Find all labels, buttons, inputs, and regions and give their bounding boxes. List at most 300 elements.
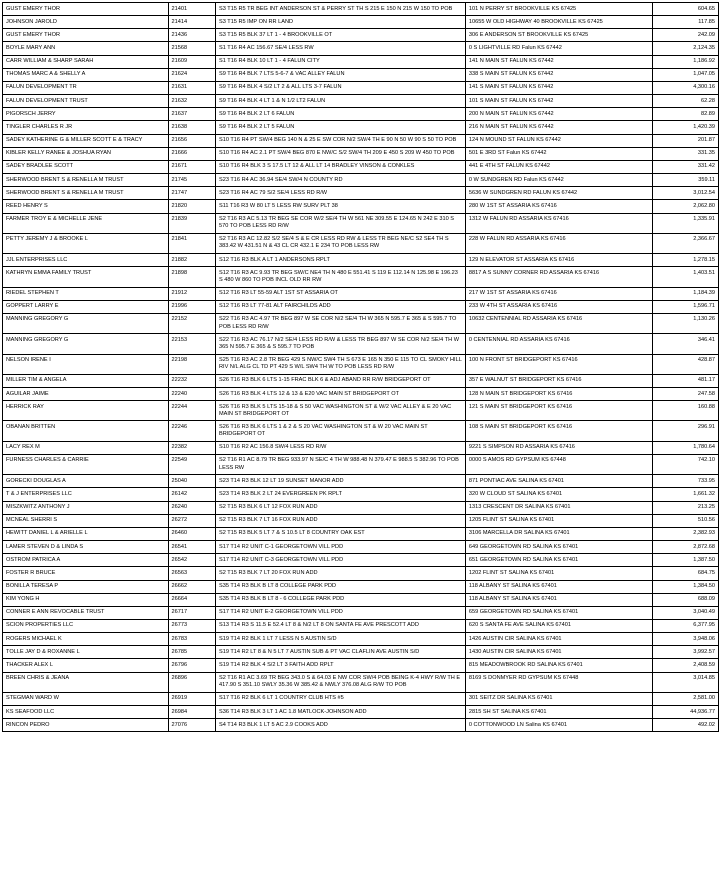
cell-legal-description: S10 T16 R2 AC 156.8 SW/4 LESS RD R/W [215,441,465,454]
cell-situs-address: 659 GEORGETOWN RD SALINA KS 67401 [465,606,652,619]
cell-value: 604.65 [652,3,718,16]
cell-owner: REED HENRY S [3,200,169,213]
table-row [3,401,719,421]
cell-parcel-id: 21671 [168,160,215,173]
cell-parcel-id: 21401 [168,3,215,16]
table-body [3,3,719,732]
cell-owner: KIBLER KELLY RANEE & JOSHUA RYAN [3,147,169,160]
cell-value: 346.41 [652,334,718,354]
cell-parcel-id: 21912 [168,287,215,300]
cell-legal-description: S26 T16 R3 BLK 6 LTS 1 & 2 & S 20 VAC WASHINGTON ST & W 20 VAC MAIN ST BRIDGEPORT OT [215,421,465,441]
table-row [3,692,719,705]
cell-parcel-id: 22382 [168,441,215,454]
cell-situs-address: 2815 SH ST SALINA KS 67401 [465,706,652,719]
cell-value: 1,780.64 [652,441,718,454]
cell-situs-address: 8817 A S SUNNY CORNER RD ASSARIA KS 67416 [465,267,652,287]
cell-legal-description: S17 T14 R2 UNIT C-1 GEORGETOWN VILL PDD [215,541,465,554]
table-row [3,29,719,42]
cell-parcel-id: 26563 [168,567,215,580]
table-row [3,134,719,147]
cell-situs-address: 306 E ANDERSON ST BROOKVILLE KS 67425 [465,29,652,42]
table-row [3,672,719,692]
cell-value: 2,581.00 [652,692,718,705]
cell-value: 1,387.50 [652,554,718,567]
table-row [3,42,719,55]
cell-owner: GORECKI DOUGLAS A [3,475,169,488]
cell-value: 6,377.95 [652,619,718,632]
table-row [3,659,719,672]
cell-situs-address: 10655 W OLD HIGHWAY 40 BROOKVILLE KS 67425 [465,16,652,29]
cell-parcel-id: 26785 [168,646,215,659]
cell-parcel-id: 21656 [168,134,215,147]
cell-legal-description: S2 T15 R3 BLK 7 LT 20 FOX RUN ADD [215,567,465,580]
cell-situs-address: 301 SEITZ DR SALINA KS 67401 [465,692,652,705]
cell-situs-address: 0000 S AMOS RD GYPSUM KS 67448 [465,454,652,474]
cell-value: 4,300.16 [652,81,718,94]
cell-parcel-id: 26541 [168,541,215,554]
cell-legal-description: S10 T16 R4 AC 2.1 PT SW/4 BEG 870 E NW/C S/2 SW/4 TH 209 E 450 S 209 W 450 TO POB [215,147,465,160]
table-row [3,68,719,81]
table-row [3,200,719,213]
table-row [3,619,719,632]
cell-parcel-id: 26796 [168,659,215,672]
cell-value: 2,382.93 [652,527,718,540]
cell-value: 117.85 [652,16,718,29]
cell-legal-description: S12 T16 R3 AC 9.93 TR BEG SW/C NE4 TH N 480 E 551.41 S 119 E 112.14 N 125.98 E 196.23 S 480 W 860 TO POB INCL OLD RR RW [215,267,465,287]
cell-value: 201.87 [652,134,718,147]
cell-owner: SADEY KATHERINE G & MILLER SCOTT E & TRACY [3,134,169,147]
cell-situs-address: 649 GEORGETOWN RD SALINA KS 67401 [465,541,652,554]
cell-situs-address: 141 S MAIN ST FALUN KS 67442 [465,81,652,94]
cell-value: 492.02 [652,719,718,732]
table-row [3,313,719,333]
cell-situs-address: 280 W 1ST ST ASSARIA KS 67416 [465,200,652,213]
cell-owner: LAMER STEVEN D & LINDA S [3,541,169,554]
cell-situs-address: 0 CENTENNIAL RD ASSARIA KS 67416 [465,334,652,354]
cell-parcel-id: 21996 [168,300,215,313]
cell-parcel-id: 26142 [168,488,215,501]
cell-owner: KIM YONG H [3,593,169,606]
table-row [3,567,719,580]
cell-legal-description: S12 T16 R3 LT 77-81 ALT FAIRCHILDS ADD [215,300,465,313]
table-row [3,706,719,719]
cell-owner: KATHRYN EMMA FAMILY TRUST [3,267,169,287]
table-row [3,593,719,606]
cell-owner: MILLER TIM & ANGELA [3,374,169,387]
cell-owner: ROGERS MICHAEL K [3,633,169,646]
cell-value: 242.09 [652,29,718,42]
cell-value: 1,130.26 [652,313,718,333]
cell-parcel-id: 21632 [168,95,215,108]
table-row [3,187,719,200]
table-row [3,3,719,16]
cell-parcel-id: 26272 [168,514,215,527]
cell-owner: THOMAS MARC A & SHELLY A [3,68,169,81]
cell-parcel-id: 21609 [168,55,215,68]
table-row [3,267,719,287]
table-row [3,633,719,646]
cell-value: 331.42 [652,160,718,173]
cell-owner: BONILLA TERESA P [3,580,169,593]
cell-legal-description: S11 T16 R3 W 80 LT 5 LESS RW SURV PLT 38 [215,200,465,213]
cell-legal-description: S26 T16 R3 BLK 4 LTS 12 & 13 & E20 VAC MAIN ST BRIDGEPORT OT [215,388,465,401]
cell-parcel-id: 26664 [168,593,215,606]
cell-value: 1,047.05 [652,68,718,81]
cell-value: 213.25 [652,501,718,514]
cell-legal-description: S3 T15 R5 TR BEG INT ANDERSON ST & PERRY ST TH S 215 E 150 N 215 W 150 TO POB [215,3,465,16]
cell-owner: CARR WILLIAM & SHARP SARAH [3,55,169,68]
cell-parcel-id: 26896 [168,672,215,692]
cell-situs-address: 10632 CENTENNIAL RD ASSARIA KS 67416 [465,313,652,333]
table-row [3,541,719,554]
cell-parcel-id: 21745 [168,174,215,187]
cell-situs-address: 228 W FALUN RD ASSARIA KS 67416 [465,233,652,253]
table-row [3,213,719,233]
cell-value: 1,278.15 [652,254,718,267]
cell-value: 1,186.92 [652,55,718,68]
cell-value: 2,062.80 [652,200,718,213]
cell-value: 160.88 [652,401,718,421]
cell-legal-description: S2 T15 R3 BLK 6 LT 12 FOX RUN ADD [215,501,465,514]
cell-situs-address: 357 E WALNUT ST BRIDGEPORT KS 67416 [465,374,652,387]
cell-value: 2,124.35 [652,42,718,55]
table-row [3,16,719,29]
cell-legal-description: S23 T16 R4 AC 79 S/2 SE/4 LESS RD R/W [215,187,465,200]
table-row [3,55,719,68]
cell-parcel-id: 22198 [168,354,215,374]
cell-situs-address: 124 N MOUND ST FALUN KS 67442 [465,134,652,147]
cell-situs-address: 320 W CLOUD ST SALINA KS 67401 [465,488,652,501]
cell-legal-description: S23 T14 R3 BLK 2 LT 24 EVERGREEN PK RPLT [215,488,465,501]
cell-value: 3,948.06 [652,633,718,646]
cell-situs-address: 121 S MAIN ST BRIDGEPORT KS 67416 [465,401,652,421]
cell-owner: FALUN DEVELOPMENT TRUST [3,95,169,108]
cell-legal-description: S13 T14 R3 S 11.5 E 52.4 LT 8 & N/2 LT 8 ON SANTA FE AVE PRESCOTT ADD [215,619,465,632]
cell-parcel-id: 21839 [168,213,215,233]
cell-parcel-id: 25040 [168,475,215,488]
cell-situs-address: 0 COTTONWOOD LN Salina KS 67401 [465,719,652,732]
cell-legal-description: S2 T16 R1 AC 3.69 TR BEG 343.0 S & 64.03 E NW COR SW/4 POB BEING K-4 HWY R/W TH E 417.90 S 351.10 SWLY 35.36 W 385.42 & NWLY 376.08 ALG R/W TO POB [215,672,465,692]
cell-owner: GOPPERT LARRY E [3,300,169,313]
cell-situs-address: 0 W SUNDGREN RD Falun KS 67442 [465,174,652,187]
cell-situs-address: 1312 W FALUN RD ASSARIA KS 67416 [465,213,652,233]
cell-owner: FARMER TROY E & MICHELLE JENE [3,213,169,233]
cell-owner: SCION PROPERTIES LLC [3,619,169,632]
cell-legal-description: S2 T16 R3 AC 12.82 S/2 SE/4 S & E CR LESS RD RW & LESS TR BEG NE/C S2 SE4 TH S 383.42 W 431.51 N & 43 CL CR 432.1 E 234 TO POB LESS RW [215,233,465,253]
cell-legal-description: S12 T16 R3 LT 55-59 ALT 1ST ST ASSARIA OT [215,287,465,300]
cell-legal-description: S9 T16 R4 BLK 4 LT 1 & N 1/2 LT2 FALUN [215,95,465,108]
cell-legal-description: S23 T16 R4 AC 36.94 SE/4 SW/4 N COUNTY RD [215,174,465,187]
cell-legal-description: S19 T14 R2 BLK 1 LT 7 LESS N 5 AUSTIN S/D [215,633,465,646]
table-row [3,233,719,253]
cell-owner: GUST EMERY THOR [3,29,169,42]
cell-owner: MISZKWITZ ANTHONY J [3,501,169,514]
cell-parcel-id: 27076 [168,719,215,732]
cell-owner: JJL ENTERPRISES LLC [3,254,169,267]
cell-legal-description: S23 T14 R3 BLK 12 LT 19 SUNSET MANOR ADD [215,475,465,488]
cell-legal-description: S12 T16 R3 BLK A LT 1 ANDERSONS RPLT [215,254,465,267]
table-row [3,421,719,441]
cell-parcel-id: 26773 [168,619,215,632]
cell-situs-address: 217 W 1ST ST ASSARIA KS 67416 [465,287,652,300]
cell-situs-address: 5636 W SUNDGREN RD FALUN KS 67442 [465,187,652,200]
cell-parcel-id: 26783 [168,633,215,646]
cell-situs-address: 108 S MAIN ST BRIDGEPORT KS 67416 [465,421,652,441]
cell-parcel-id: 21624 [168,68,215,81]
cell-legal-description: S35 T14 R3 BLK B LT 8 COLLEGE PARK PDD [215,580,465,593]
cell-value: 359.11 [652,174,718,187]
cell-parcel-id: 21568 [168,42,215,55]
cell-value: 688.09 [652,593,718,606]
cell-owner: PIGORSCH JERRY [3,108,169,121]
cell-legal-description: S17 T16 R2 BLK 6 LT 1 COUNTRY CLUB HTS #5 [215,692,465,705]
cell-legal-description: S17 T14 R2 UNIT C-3 GEORGETOWN VILL PDD [215,554,465,567]
cell-parcel-id: 22232 [168,374,215,387]
cell-value: 82.89 [652,108,718,121]
cell-owner: GUST EMERY THOR [3,3,169,16]
cell-value: 2,872.68 [652,541,718,554]
cell-parcel-id: 21898 [168,267,215,287]
cell-parcel-id: 21820 [168,200,215,213]
table-row [3,160,719,173]
cell-owner: HERRICK RAY [3,401,169,421]
table-row [3,121,719,134]
cell-legal-description: S9 T16 R4 BLK 7 LTS 5-6-7 & VAC ALLEY FALUN [215,68,465,81]
cell-owner: FOSTER R BRUCE [3,567,169,580]
table-row [3,441,719,454]
cell-situs-address: 101 S MAIN ST FALUN KS 67442 [465,95,652,108]
cell-situs-address: 118 ALBANY ST SALINA KS 67401 [465,580,652,593]
cell-value: 428.87 [652,354,718,374]
cell-legal-description: S26 T16 R3 BLK 5 LTS 15-18 & S 50 VAC WASHINGTON ST & W/2 VAC ALLEY & E 20 VAC MAIN ST BRIDGEPORT OT [215,401,465,421]
cell-value: 1,596.71 [652,300,718,313]
cell-owner: TOLLE JAY D & ROXANNE L [3,646,169,659]
cell-situs-address: 0 S LIGHTVILLE RD Falun KS 67442 [465,42,652,55]
cell-situs-address: 338 S MAIN ST FALUN KS 67442 [465,68,652,81]
cell-owner: OBANAN BRITTEN [3,421,169,441]
cell-parcel-id: 21637 [168,108,215,121]
table-row [3,147,719,160]
cell-value: 3,014.85 [652,672,718,692]
table-row [3,254,719,267]
table-row [3,388,719,401]
cell-value: 44,936.77 [652,706,718,719]
cell-situs-address: 129 N ELEVATOR ST ASSARIA KS 67416 [465,254,652,267]
cell-legal-description: S35 T14 R3 BLK B LT 8 - 6 COLLEGE PARK PDD [215,593,465,606]
cell-owner: AGUILAR JAIME [3,388,169,401]
table-row [3,334,719,354]
cell-owner: FALUN DEVELOPMENT TR [3,81,169,94]
table-row [3,606,719,619]
cell-parcel-id: 26460 [168,527,215,540]
cell-legal-description: S19 T14 R2 LT 8 & N 5 LT 7 AUSTIN SUB & PT VAC CLAFLIN AVE AUSTIN S/D [215,646,465,659]
table-row [3,108,719,121]
cell-legal-description: S10 T16 R4 PT SW/4 BEG 140 N & 25 E SW COR N/2 SW/4 TH E 90 N 50 W 90 S 50 TO POB [215,134,465,147]
cell-value: 2,366.67 [652,233,718,253]
table-row [3,374,719,387]
cell-parcel-id: 26919 [168,692,215,705]
cell-value: 1,403.51 [652,267,718,287]
table-row [3,300,719,313]
table-row [3,646,719,659]
cell-legal-description: S10 T16 R4 BLK 3 S 17.5 LT 12 & ALL LT 14 BRADLEY VINSON & CONKLES [215,160,465,173]
table-row [3,501,719,514]
cell-situs-address: 100 N FRONT ST BRIDGEPORT KS 67416 [465,354,652,374]
cell-legal-description: S4 T14 R3 BLK 1 LT 5 AC 2.9 COOKS ADD [215,719,465,732]
cell-situs-address: 1205 FLINT ST SALINA KS 67401 [465,514,652,527]
table-row [3,580,719,593]
table-row [3,719,719,732]
cell-owner: JOHNSON JAROLD [3,16,169,29]
table-row [3,354,719,374]
cell-owner: SHERWOOD BRENT S & RENELLA M TRUST [3,187,169,200]
table-row [3,454,719,474]
cell-value: 1,184.39 [652,287,718,300]
cell-parcel-id: 26984 [168,706,215,719]
cell-situs-address: 1430 AUSTIN CIR SALINA KS 67401 [465,646,652,659]
cell-legal-description: S1 T16 R4 AC 156.67 SE/4 LESS RW [215,42,465,55]
cell-owner: BOYLE MARY ANN [3,42,169,55]
cell-situs-address: 1313 CRESCENT DR SALINA KS 67401 [465,501,652,514]
cell-situs-address: 128 N MAIN ST BRIDGEPORT KS 67416 [465,388,652,401]
cell-legal-description: S3 T15 R5 BLK 37 LT 1 - 4 BROOKVILLE OT [215,29,465,42]
cell-owner: TINGLER CHARLES R JR [3,121,169,134]
table-row [3,287,719,300]
cell-parcel-id: 21841 [168,233,215,253]
cell-situs-address: 651 GEORGETOWN RD SALINA KS 67401 [465,554,652,567]
cell-legal-description: S2 T16 R1 AC 8.79 TR BEG 933.97 N SE/C 4 TH W 988.48 N 379.47 E 988.5 S 382.96 TO POB LESS RW [215,454,465,474]
cell-situs-address: 620 S SANTA FE AVE SALINA KS 67401 [465,619,652,632]
cell-parcel-id: 21882 [168,254,215,267]
cell-legal-description: S36 T14 R3 BLK 3 LT 1 AC 1.8 MATLOCK-JOHNSON ADD [215,706,465,719]
cell-owner: T & J ENTERPRISES LLC [3,488,169,501]
cell-value: 510.56 [652,514,718,527]
property-records-table [2,2,719,732]
cell-legal-description: S22 T16 R3 AC 76.17 N/2 SE/4 LESS RD R/W & LESS TR BEG 897 W SE COR N/2 SE/4 TH W 365 N 595.7 E 365 & S 595.7 TO POB [215,334,465,354]
table-row [3,81,719,94]
cell-parcel-id: 21436 [168,29,215,42]
cell-owner: NELSON IRENE I [3,354,169,374]
cell-parcel-id: 22244 [168,401,215,421]
cell-value: 62.28 [652,95,718,108]
table-row [3,95,719,108]
cell-parcel-id: 22153 [168,334,215,354]
cell-owner: MCNEAL SHERRI S [3,514,169,527]
cell-legal-description: S3 T15 R5 IMP ON RR LAND [215,16,465,29]
cell-owner: LACY REX M [3,441,169,454]
cell-owner: RINCON PEDRO [3,719,169,732]
table-row [3,488,719,501]
cell-owner: BREEN CHRIS & JEANA [3,672,169,692]
cell-situs-address: 101 N PERRY ST BROOKVILLE KS 67425 [465,3,652,16]
cell-parcel-id: 21638 [168,121,215,134]
cell-parcel-id: 26240 [168,501,215,514]
cell-legal-description: S9 T16 R4 BLK 2 LT 5 FALUN [215,121,465,134]
cell-legal-description: S9 T16 R4 BLK 4 S/2 LT 2 & ALL LTS 3-7 FALUN [215,81,465,94]
cell-situs-address: 200 N MAIN ST FALUN KS 67442 [465,108,652,121]
cell-situs-address: 815 MEADOWBROOK RD SALINA KS 67401 [465,659,652,672]
cell-situs-address: 871 PONTIAC AVE SALINA KS 67401 [465,475,652,488]
cell-owner: MANNING GREGORY G [3,334,169,354]
cell-parcel-id: 21631 [168,81,215,94]
cell-situs-address: 1426 AUSTIN CIR SALINA KS 67401 [465,633,652,646]
cell-owner: OSTROM PATRICA A [3,554,169,567]
cell-owner: HEWITT DANIEL L & ARIELLE L [3,527,169,540]
cell-value: 481.17 [652,374,718,387]
table-row [3,174,719,187]
table-row [3,527,719,540]
cell-situs-address: 9221 S SIMPSON RD ASSARIA KS 67416 [465,441,652,454]
table-row [3,514,719,527]
cell-value: 1,335.91 [652,213,718,233]
cell-value: 247.58 [652,388,718,401]
table-row [3,475,719,488]
cell-parcel-id: 22549 [168,454,215,474]
cell-parcel-id: 26717 [168,606,215,619]
cell-legal-description: S9 T16 R4 BLK 2 LT 6 FALUN [215,108,465,121]
cell-owner: FURNESS CHARLES & CARRIE [3,454,169,474]
cell-legal-description: S19 T14 R2 BLK 4 S/2 LT 3 FAITH ADD RPLT [215,659,465,672]
cell-owner: SADEY BRADLEE SCOTT [3,160,169,173]
cell-situs-address: 8169 S DONMYER RD GYPSUM KS 67448 [465,672,652,692]
cell-value: 733.95 [652,475,718,488]
cell-owner: SHERWOOD BRENT S & RENELLA M TRUST [3,174,169,187]
cell-situs-address: 3106 MARCELLA DR SALINA KS 67401 [465,527,652,540]
table-row [3,554,719,567]
cell-value: 1,661.32 [652,488,718,501]
cell-owner: THACKER ALEX L [3,659,169,672]
cell-owner: STEGMAN WARD W [3,692,169,705]
cell-situs-address: 501 E 3RD ST Falun KS 67442 [465,147,652,160]
cell-situs-address: 216 N MAIN ST FALUN KS 67442 [465,121,652,134]
cell-value: 3,992.57 [652,646,718,659]
cell-parcel-id: 26662 [168,580,215,593]
cell-legal-description: S26 T16 R3 BLK 6 LTS 1-15 FRAC BLK 6 & ADJ ABAND RR R/W BRIDGEPORT OT [215,374,465,387]
cell-value: 1,420.39 [652,121,718,134]
cell-situs-address: 118 ALBANY ST SALINA KS 67401 [465,593,652,606]
cell-legal-description: S25 T16 R3 AC 2.8 TR BEG 429 S NW/C SW4 TH S 673 E 165 N 350 E 115 TO CL SMOKY HILL RIV N/L ALG CL TD PT 429 S W/L SW4 TH W TO POB LESS RD R/W [215,354,465,374]
cell-legal-description: S2 T16 R3 AC 5.13 TR BEG SE COR W/2 SE/4 TH W 561 NE 309.55 E 124.65 N 242 E 310 S 570 TO POB LESS RD R/W [215,213,465,233]
cell-owner: PETTY JEREMY J & BROOKE L [3,233,169,253]
cell-legal-description: S17 T14 R2 UNIT E-2 GEORGETOWN VILL PDD [215,606,465,619]
cell-owner: MANNING GREGORY G [3,313,169,333]
cell-parcel-id: 21747 [168,187,215,200]
cell-value: 331.35 [652,147,718,160]
cell-value: 684.75 [652,567,718,580]
cell-parcel-id: 21666 [168,147,215,160]
cell-owner: KS SEAFOOD LLC [3,706,169,719]
cell-value: 1,384.50 [652,580,718,593]
cell-value: 3,040.49 [652,606,718,619]
cell-situs-address: 141 N MAIN ST FALUN KS 67442 [465,55,652,68]
cell-parcel-id: 22240 [168,388,215,401]
cell-legal-description: S2 T15 R3 BLK 5 LT 7 & S 10.5 LT 8 COUNTRY OAK EST [215,527,465,540]
cell-value: 2,408.59 [652,659,718,672]
cell-parcel-id: 21414 [168,16,215,29]
cell-value: 3,012.54 [652,187,718,200]
cell-situs-address: 441 E 4TH ST FALUN KS 67442 [465,160,652,173]
cell-owner: RIEDEL STEPHEN T [3,287,169,300]
cell-legal-description: S2 T15 R3 BLK 7 LT 16 FOX RUN ADD [215,514,465,527]
cell-legal-description: S22 T16 R3 AC 4.97 TR BEG 897 W SE COR N/2 SE/4 TH W 365 N 595.7 E 365 & S 595.7 TO POB LESS RD R/W [215,313,465,333]
cell-situs-address: 233 W 4TH ST ASSARIA KS 67416 [465,300,652,313]
cell-owner: CONNER E ANN REVOCABLE TRUST [3,606,169,619]
cell-parcel-id: 22152 [168,313,215,333]
cell-value: 742.10 [652,454,718,474]
cell-legal-description: S1 T16 R4 BLK 10 LT 1 - 4 FALUN CITY [215,55,465,68]
cell-parcel-id: 22246 [168,421,215,441]
cell-situs-address: 1202 FLINT ST SALINA KS 67401 [465,567,652,580]
